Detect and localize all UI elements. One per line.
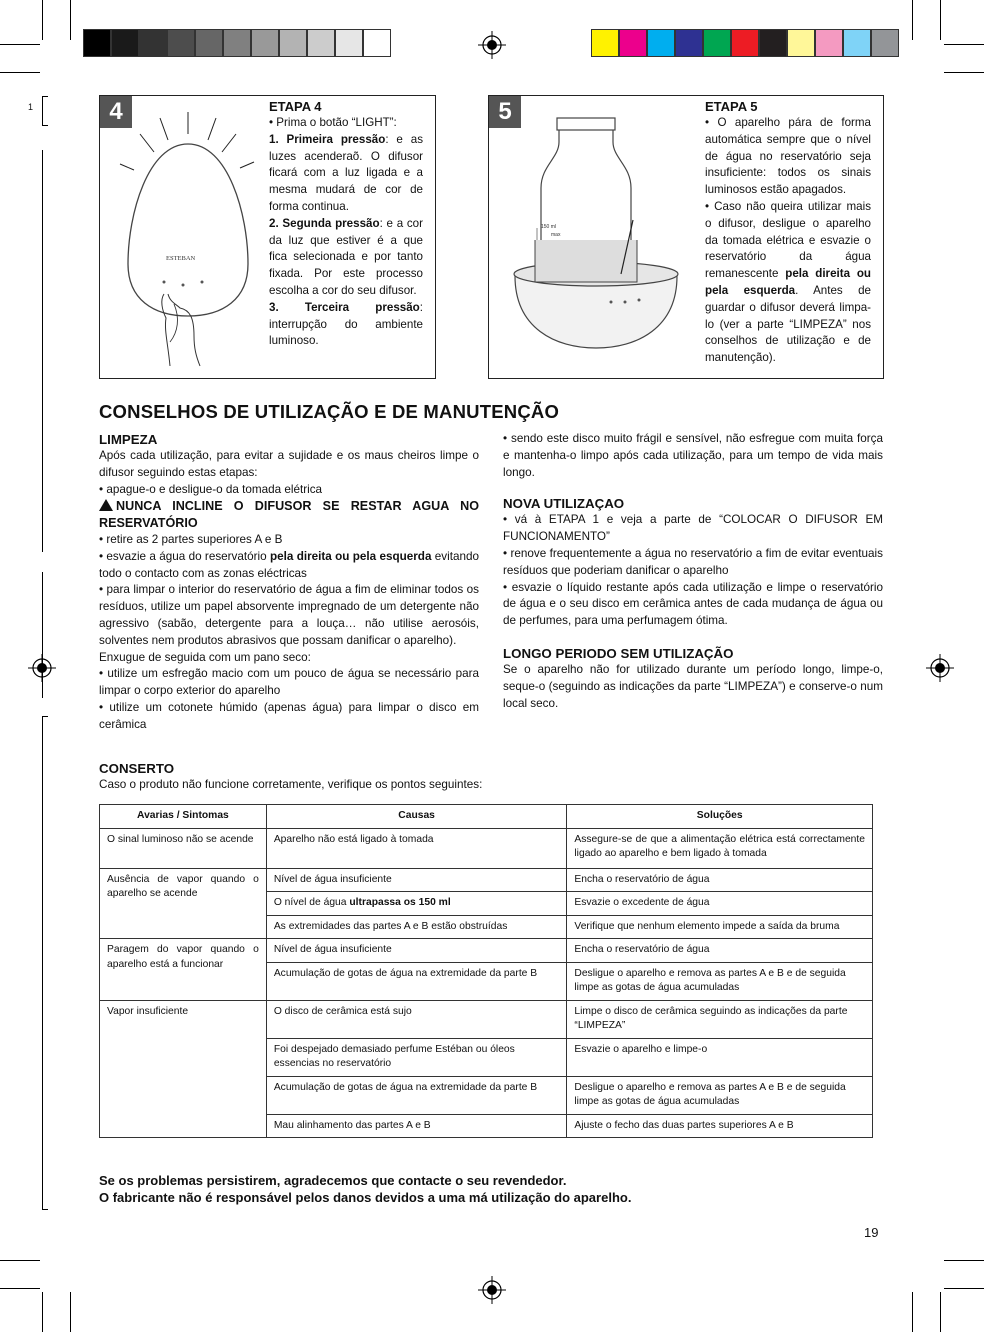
symptom-cell: O sinal luminoso não se acende — [100, 828, 267, 868]
page-number: 19 — [864, 1225, 879, 1240]
max-level-label: max — [551, 232, 561, 238]
cause-cell: Aparelho não está ligado à tomada — [266, 828, 567, 868]
color-swatch — [759, 29, 787, 57]
diffuser-light-illustration — [108, 104, 258, 374]
header-solutions: Soluções — [567, 805, 873, 829]
color-swatch — [335, 29, 363, 57]
color-swatch — [251, 29, 279, 57]
color-swatch — [591, 29, 619, 57]
color-swatch — [307, 29, 335, 57]
refill-bottle-illustration — [497, 108, 697, 370]
step-4-press-1-text: : e as luzes acenderaõ. O difusor ficará com a luz ligada e a mesma mudará de cor de forma continua. — [269, 132, 423, 213]
limpeza-step-empty-b: evitando todo o contacto com as zonas eléctricas — [99, 549, 479, 580]
color-swatch — [363, 29, 391, 57]
color-swatch — [703, 29, 731, 57]
table-row — [100, 868, 873, 892]
solution-cell: Assegure-se de que a alimentação elétrica está correctamente ligado ao aparelho e bem ligado à tomada — [567, 828, 873, 868]
color-swatch — [139, 29, 167, 57]
step-5-number: 5 — [489, 96, 521, 128]
nova-step-2: • renove frequentemente a água no reservatório a fim de evitar eventuais resíduos que poderiam danificar o aparelho — [503, 546, 883, 577]
cause-text: O nível de água — [273, 897, 350, 908]
header-symptoms: Avarias / Sintomas — [100, 805, 267, 829]
step-5-panel — [488, 95, 884, 379]
troubleshooting-table — [99, 804, 873, 1138]
color-swatch — [647, 29, 675, 57]
step-5-auto-stop: • O aparelho pára de forma automática sempre que o nível de água no reservatório seja insuficiente: todos os sinais luminosos estão apagados. — [705, 116, 871, 197]
limpeza-warning-text: NUNCA INCLINE O DIFUSOR SE RESTAR AGUA NO RESERVATÓRIO — [99, 499, 479, 531]
step-5-storage — [705, 199, 871, 367]
color-swatch — [787, 29, 815, 57]
cause-cell: Nível de água insuficiente — [266, 939, 567, 963]
conserto-section — [99, 760, 879, 794]
limpeza-step-empty-a: • esvazie a água do reservatório — [99, 549, 270, 563]
color-swatch — [223, 29, 251, 57]
color-swatch — [731, 29, 759, 57]
color-swatch — [195, 29, 223, 57]
cause-cell: Acumulação de gotas de água na extremidade da parte B — [266, 962, 567, 1000]
conserto-intro: Caso o produto não funcione corretamente, verifique os pontos seguintes: — [99, 778, 483, 791]
limpeza-heading: LIMPEZA — [99, 432, 158, 447]
cause-cell: Nível de água insuficiente — [266, 868, 567, 892]
side-bracket-top — [42, 96, 48, 126]
brand-label: ESTEBAN — [166, 255, 196, 262]
color-swatch — [675, 29, 703, 57]
side-rule-2 — [42, 572, 43, 698]
side-mark-label: 1 — [28, 102, 34, 112]
limpeza-step-dry: Enxugue de seguida com um pano seco: — [99, 650, 311, 664]
solution-cell: Esvazie o excedente de água — [567, 892, 873, 916]
step-4-press-2-label: 2. Segunda pressão — [269, 216, 380, 230]
cause-bold-text: ultrapassa os 150 ml — [349, 897, 451, 908]
step-4-press-3-text: : interrupção do ambiente luminoso. — [269, 300, 423, 348]
step-4-press-3 — [269, 300, 423, 350]
symptom-cell: Vapor insuficiente — [100, 1000, 267, 1138]
limpeza-intro: Após cada utilização, para evitar a sujidade e os maus cheiros limpe o difusor seguindo estas etapas: — [99, 449, 479, 479]
cause-cell: Acumulação de gotas de água na extremidade da parte B — [266, 1076, 567, 1114]
step-5-text — [705, 99, 871, 367]
nova-step-1: • vá à ETAPA 1 e veja a parte de “COLOCAR O DIFUSOR EM FUNCIONAMENTO” — [503, 513, 883, 544]
table-header-row — [100, 805, 873, 829]
nova-step-3: • esvazie o líquido restante após cada utilização e limpe o reservatório de água e o seu disco em cerâmica antes de cada mudança de água ou de perfumes, para uma perfumagem ótima. — [503, 580, 883, 628]
step-4-press-3-label: 3. Terceira pressão — [269, 300, 420, 314]
longo-periodo-text: Se o aparelho não for utilizado durante um período longo, limpe-o, seque-o (seguindo as indicações da parte “LIMPEZA”) e conserve-o num local seco. — [503, 662, 883, 710]
limpeza-step-remove-parts: • retire as 2 partes superiores A e B — [99, 532, 283, 546]
registration-mark-bottom — [478, 1276, 506, 1304]
section-title: CONSELHOS DE UTILIZAÇÃO E DE MANUTENÇÃO — [99, 401, 560, 422]
footer-line-2: O fabricante não é responsável pelos danos devidos a uma má utilização do aparelho. — [99, 1190, 632, 1205]
step-5-storage-text-a: • Caso não queira utilizar mais o difusor, desligue o aparelho da tomada elétrica e esvazie o reservatório da água remanescente — [705, 199, 871, 281]
color-swatch — [83, 29, 111, 57]
solution-cell: Encha o reservatório de água — [567, 939, 873, 963]
table-row — [100, 939, 873, 963]
longo-periodo-heading: LONGO PERIODO SEM UTILIZAÇÃO — [503, 645, 734, 661]
solution-cell: Limpe o disco de cerâmica seguindo as indicações da parte “LIMPEZA” — [567, 1000, 873, 1038]
footer-line-1: Se os problemas persistirem, agradecemos que contacte o seu revendedor. — [99, 1173, 567, 1188]
cause-cell: As extremidades das partes A e B estão obstruídas — [266, 915, 567, 939]
cause-cell: Mau alinhamento das partes A e B — [266, 1114, 567, 1138]
step-4-text — [269, 99, 423, 350]
step-5-storage-text-b: . Antes de guardar o difusor deverá limpa-lo (ver a parte “LIMPEZA” nos conselhos de utilização e de manutenção). — [705, 283, 871, 365]
fill-level-label: 150 ml — [541, 224, 557, 230]
limpeza-step-fragile-disc: • sendo este disco muito frágil e sensível, não esfregue com muita força e mantenha-o limpo após cada utilização, para um tempo de vida mais longo. — [503, 432, 883, 479]
symptom-cell: Ausência de vapor quando o aparelho se acende — [100, 868, 267, 939]
step-4-press-1-label: 1. Primeira pressão — [269, 132, 386, 146]
side-bracket-bottom — [42, 716, 48, 1210]
limpeza-step-clean-interior: • para limpar o interior do reservatório de água a fim de eliminar todos os resíduos, utilize um papel absorvente impregnado de um detergente não agressivo (sabão, detergente para a louça… não utilise aerosóis, solventes nem produtos abrasivos que possam danificar o aparelho). — [99, 583, 479, 647]
right-column — [503, 431, 883, 712]
step-5-storage-bold: pela direita ou pela esquerda — [705, 267, 871, 297]
cause-cell: Foi despejado demasiado perfume Estéban ou óleos essencias no reservatório — [266, 1038, 567, 1076]
step-4-title: ETAPA 4 — [269, 99, 322, 114]
color-swatch — [843, 29, 871, 57]
step-4-press-2 — [269, 216, 423, 300]
solution-cell: Encha o reservatório de água — [567, 868, 873, 892]
color-swatch — [279, 29, 307, 57]
nova-utilizacao-heading: NOVA UTILIZAÇAO — [503, 496, 625, 512]
limpeza-step-empty — [99, 549, 479, 583]
table-row — [100, 1000, 873, 1038]
solution-cell: Ajuste o fecho das duas partes superiores A e B — [567, 1114, 873, 1138]
limpeza-warning — [99, 498, 479, 532]
step-4-press-1 — [269, 132, 423, 216]
warning-icon — [99, 499, 113, 511]
step-5-title: ETAPA 5 — [705, 99, 758, 114]
conserto-heading: CONSERTO — [99, 761, 175, 776]
limpeza-step-empty-bold: pela direita ou pela esquerda — [269, 549, 432, 563]
limpeza-step-swab: • utilize um cotonete húmido (apenas água) para limpar o disco em cerâmica — [99, 700, 479, 731]
limpeza-step-unplug: • apague-o e desligue-o da tomada elétrica — [99, 482, 323, 496]
step-4-panel — [99, 95, 436, 379]
solution-cell: Desligue o aparelho e remova as partes A e B e de seguida limpe as gotas de água acumuladas — [567, 962, 873, 1000]
color-swatch — [167, 29, 195, 57]
step-4-press-2-text: : e a cor da luz que estiver é a que fica selecionada e por tanto fixada. Por este processo escolha a cor do seu difusor. — [269, 216, 423, 297]
solution-cell: Verifique que nenhum elemento impede a saída da bruma — [567, 915, 873, 939]
footer-notice — [99, 1172, 631, 1206]
cause-cell — [266, 892, 567, 916]
cause-cell: O disco de cerâmica está sujo — [266, 1000, 567, 1038]
solution-cell: Esvazie o aparelho e limpe-o — [567, 1038, 873, 1076]
symptom-cell: Paragem do vapor quando o aparelho está a funcionar — [100, 939, 267, 1001]
registration-mark-top — [478, 31, 506, 59]
header-causes: Causas — [266, 805, 567, 829]
color-swatch — [871, 29, 899, 57]
registration-mark-right — [926, 654, 954, 682]
step-4-intro: • Prima o botão “LIGHT”: — [269, 116, 397, 129]
side-rule-1 — [42, 150, 43, 552]
limpeza-step-scrub: • utilize um esfregão macio com um pouco de água se necessário para limpar o corpo exterior do aparelho — [99, 667, 479, 698]
color-swatch — [111, 29, 139, 57]
solution-cell: Desligue o aparelho e remova as partes A e B e de seguida limpe as gotas de água acumuladas — [567, 1076, 873, 1114]
table-row — [100, 828, 873, 868]
limpeza-section — [99, 431, 479, 734]
color-swatch — [619, 29, 647, 57]
step-4-number: 4 — [100, 96, 132, 128]
color-swatch — [815, 29, 843, 57]
